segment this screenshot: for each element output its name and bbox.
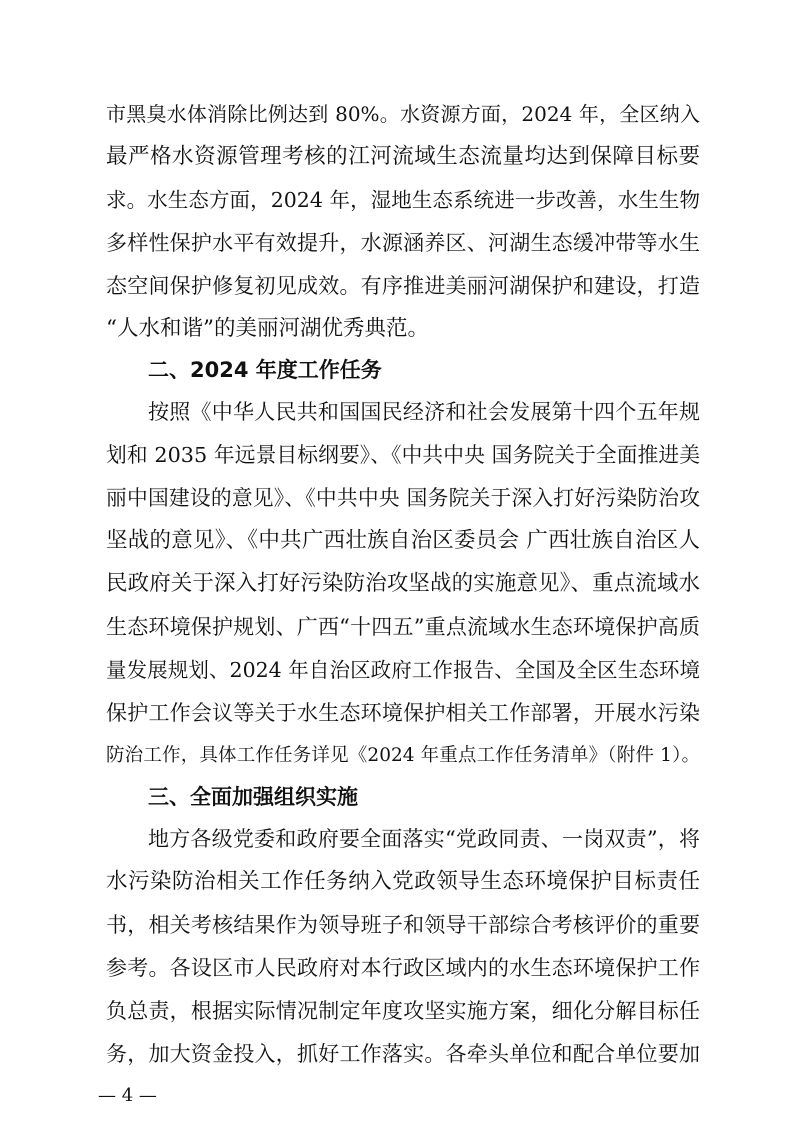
paragraph-line: 生态环境保护规划、广西“十四五”重点流域水生态环境保护高质 bbox=[106, 615, 700, 639]
paragraph-line: 水污染防治相关工作任务纳入党政领导生态环境保护目标责任 bbox=[106, 869, 700, 894]
paragraph-line: 防治工作，具体工作任务详见《2024 年重点工作任务清单》（附件 1）。 bbox=[106, 745, 700, 766]
page-number: — 4 — bbox=[98, 1085, 157, 1106]
paragraph-line: 书，相关考核结果作为领导班子和领导干部综合考核评价的重要 bbox=[106, 913, 700, 937]
paragraph-line: 保护工作会议等关于水生态环境保护相关工作部署，开展水污染 bbox=[106, 701, 700, 725]
paragraph-line: 最严格水资源管理考核的江河流域生态流量均达到保障目标要 bbox=[106, 144, 700, 169]
paragraph-line: 求。水生态方面，2024 年，湿地生态系统进一步改善，水生生物 bbox=[106, 188, 700, 212]
paragraph-line: 参考。各设区市人民政府对本行政区域内的水生态环境保护工作 bbox=[106, 956, 700, 980]
paragraph-line: 市黑臭水体消除比例达到 80%。水资源方面，2024 年，全区纳入 bbox=[106, 102, 700, 126]
paragraph-line: 务，加大资金投入，抓好工作落实。各牵头单位和配合单位要加 bbox=[106, 1042, 700, 1066]
paragraph-line: 按照《中华人民共和国国民经济和社会发展第十四个五年规 bbox=[148, 400, 700, 424]
paragraph-line: 民政府关于深入打好污染防治攻坚战的实施意见》、重点流域水 bbox=[106, 571, 700, 596]
paragraph-line: 态空间保护修复初见成效。有序推进美丽河湖保护和建设，打造 bbox=[106, 274, 700, 298]
paragraph-line: “人水和谐”的美丽河湖优秀典范。 bbox=[106, 316, 429, 341]
section-heading-3: 三、全面加强组织实施 bbox=[148, 785, 358, 809]
paragraph-line: 坚战的意见》、《中共广西壮族自治区委员会 广西壮族自治区人 bbox=[106, 528, 700, 553]
paragraph-line: 负总责，根据实际情况制定年度攻坚实施方案，细化分解目标任 bbox=[106, 999, 700, 1023]
paragraph-line: 多样性保护水平有效提升，水源涵养区、河湖生态缓冲带等水生 bbox=[106, 231, 700, 255]
paragraph-line: 量发展规划、2024 年自治区政府工作报告、全国及全区生态环境 bbox=[106, 658, 700, 682]
paragraph-line: 丽中国建设的意见》、《中共中央 国务院关于深入打好污染防治攻 bbox=[106, 486, 700, 510]
section-heading-2: 二、2024 年度工作任务 bbox=[148, 358, 382, 382]
paragraph-line: 地方各级党委和政府要全面落实“党政同责、一岗双责”，将 bbox=[148, 827, 700, 851]
paragraph-line: 划和 2035 年远景目标纲要》、《中共中央 国务院关于全面推进美 bbox=[106, 443, 700, 467]
